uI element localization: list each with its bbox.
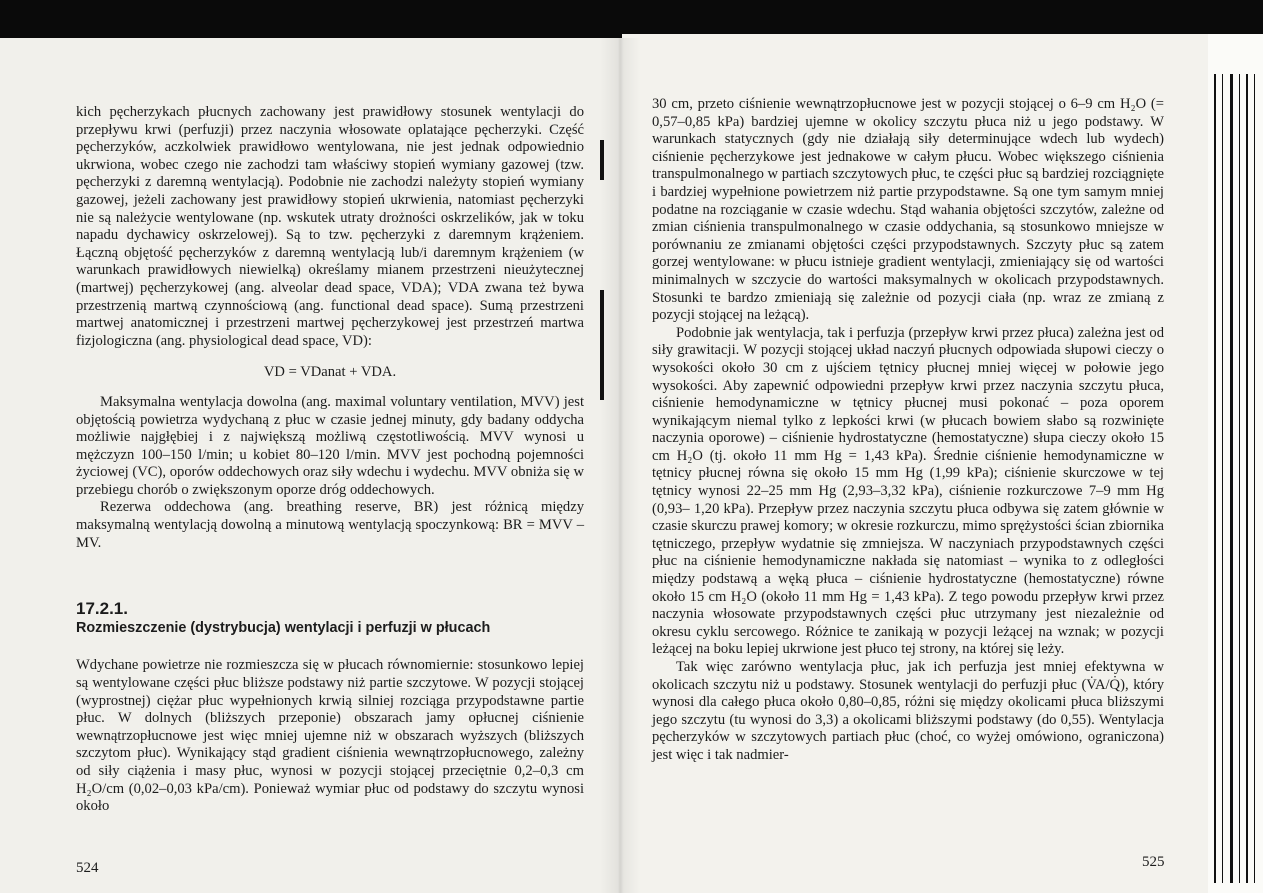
paragraph: Maksymalna wentylacja dowolna (ang. maximal voluntary ventilation, MVV) jest objętością powietrza wydychaną z płuc w czasie jednej minuty, gdy badany oddycha możliwie najgłębiej i z największą możliwą częstotliwością. MVV wynosi u mężczyzn 100–150 l/min; u kobiet 80–120 l/min. MVV jest pochodną pojemności życiowej (VC), oporów oddechowych oraz siły wdechu i wydechu. MVV obniża się w przebiegu chorób o zwiększonym oporze dróg oddechowych. — [76, 393, 584, 498]
paragraph: Wdychane powietrze nie rozmieszcza się w płucach równomiernie: stosunkowo lepiej są wentylowane części płuc bliższe podstawy niż partie szczytowe. W pozycji stojącej (wyprostnej) ciężar płuc wypełnionych krwią silniej rozciąga przypodstawne partie płuc. W dolnych (bliższych przeponie) obszarach jamy opłucnej ciśnienie wewnątrzopłucnowe jest więc mniej ujemne niż w obszarach wyższych (bliższych szczytom płuc). Wynikający stąd gradient ciśnienia wewnątrzopłucnowego, zależny od siły ciążenia i masy płuc, wynosi w pozycji stojącej przeciętnie 0,2–0,3 cm H₂O/cm (0,02–0,03 kPa/cm). Ponieważ wymiar płuc od podstawy do szczytu wynosi około — [76, 657, 584, 815]
left-text-column — [76, 104, 584, 816]
margin-mark — [600, 290, 604, 400]
page-number: 524 — [76, 860, 99, 876]
section-title: Rozmieszczenie (dystrybucja) wentylacji i perfuzji w płucach — [76, 619, 491, 636]
paragraph: Rezerwa oddechowa (ang. breathing reserve, BR) jest różnicą między maksymalną wentylacją dowolną a minutową wentylacją spoczynkową: BR = MVV – MV. — [76, 499, 584, 551]
page-number: 525 — [1142, 854, 1165, 870]
margin-mark — [600, 140, 604, 180]
section-number: 17.2.1. — [76, 599, 128, 619]
formula: VD = VDanat + VDA. — [263, 364, 397, 381]
page-edges — [1208, 34, 1263, 893]
paragraph: Tak więc zarówno wentylacja płuc, jak ich perfuzja jest mniej efektywna w okolicach szczytu niż u podstawy. Stosunek wentylacji do perfuzji płuc (V̇A/Q̇), który wynosi dla całego płuca około 0,80–0,85, różni się między okolicami płuca bliższymi jego szczytu (tu wynosi do 3,3) a okolicami bliższymi podstawy (do 0,55). Wentylacja pęcherzyków w szczytowych partiach płuc (choć, co wyżej omówiono, ograniczona) jest więc i tak nadmier- — [652, 659, 1164, 763]
paragraph: Podobnie jak wentylacja, tak i perfuzja (przepływ krwi przez płuca) zależna jest od siły grawitacji. W pozycji stojącej układ naczyń płucnych odpowiada słupowi cieczy o wysokości około 30 cm z ujściem tętnicy płucnej mniej więcej w połowie jego wysokości. Aby zapewnić odpowiedni przepływ krwi przez naczynia szczytu płuca, ciśnienie hemodynamiczne w tętnicy płucnej musi pokonać – poza oporem wynikającym niemal tylko z lepkości krwi (w płucach bowiem słabo są rozwinięte naczynia oporowe) – ciśnienie hydrostatyczne (hemostatyczne) słupa cieczy około 15 cm H₂O (tj. około 11 mm Hg = 1,43 kPa). Średnie ciśnienie hemodynamiczne w tętnicy płucnej równa się około 15 mm Hg (1,99 kPa); ciśnienie skurczowe w tej tętnicy wynosi 22–25 mm Hg (2,93–3,32 kPa), ciśnienie rozkurczowe 7–9 mm Hg (0,93– 1,20 kPa). Przepływ przez naczynia szczytu płuca odbywa się zatem głównie w czasie skurczu prawej komory; w okresie rozkurczu, mimo sprężystości ścian zbiornika tętniczego, przepływ wydatnie się zmniejsza. W naczyniach przypodstawnych części płuc na ciśnienie hemodynamiczne nakłada się natomiast – wynika to z odległości między podstawą a węką płuca – ciśnienie hydrostatyczne (hemostatyczne) równe około 15 cm H₂O (około 11 mm Hg = 1,43 kPa). Z tego powodu przepływ krwi przez naczynia włosowate przypodstawnych części płuc utrzymany jest niezależnie od okresu cyklu sercowego. Różnice te zanikają w pozycji leżącej na wznak; w pozycji leżącej na boku lepiej ukrwione jest płuco tej strony, na której się leży. — [652, 324, 1164, 658]
right-page — [622, 34, 1210, 893]
paragraph: kich pęcherzykach płucnych zachowany jest prawidłowy stosunek wentylacji do przepływu krwi (perfuzji) przez naczynia włosowate oplatające pęcherzyki. Część pęcherzyków, aczkolwiek prawidłowo wentylowana, nie jest jednak odpowiednio ukrwiona, wobec czego nie zachodzi tam właściwy stopień wymiany gazowej (tzw. pęcherzyki z daremną wentylacją). Podobnie nie zachodzi należyty stopień wymiany gazowej, jeżeli zachowany jest prawidłowy stopień ukrwienia, natomiast pęcherzyki nie są należycie wentylowane (np. wskutek utraty drożności oskrzelików, jak w toku napadu dychawicy oskrzelowej). Są to tzw. pęcherzyki z daremnym krążeniem. Łączną objętość pęcherzyków z daremną wentylacją lub/i daremnym krążeniem (w warunkach prawidłowych niewielką) określamy mianem przestrzeni nieużytecznej (martwej) pęcherzykowej (ang. alveolar dead space, VDA); VDA zwana też bywa przestrzenią martwą czynnościową (ang. functional dead space). Sumą przestrzeni martwej anatomicznej i przestrzeni martwej pęcherzykowej jest przestrzeń martwa fizjologiczna (ang. physiological dead space, VD): — [76, 104, 584, 349]
left-page — [0, 38, 622, 893]
book-gutter — [600, 38, 640, 893]
paragraph: 30 cm, przeto ciśnienie wewnątrzopłucnowe jest w pozycji stojącej o 6–9 cm H₂O (= 0,57–0,85 kPa) bardziej ujemne w okolicy szczytu płuca niż u jego podstawy. W warunkach statycznych (gdy nie działają siły determinujące wdech lub wydech) ciśnienie pęcherzykowe jest jednakowe w całym płucu. Wobec większego ciśnienia transpulmonalnego w partiach szczytowych płuc, te części płuc są bardziej rozciągnięte i bardziej wypełnione powietrzem niż partie przypodstawne. Są one tym samym mniej podatne na rozciąganie w czasie wdechu. Stąd wahania objętości szczytów, zależne od zmian ciśnienia transpulmonalnego w czasie oddychania, są stosunkowo mniejsze w porównaniu ze zmianami objętości części przypodstawnych. Szczyty płuc są zatem gorzej wentylowane: w płucu istnieje gradient wentylacji, zmieniający się od wartości minimalnych w szczycie do wartości maksymalnych w okolicach przypodstawnych. Stosunki te bardzo zmieniają się zależnie od pozycji ciała (np. wraz ze zmianą z pozycji stojącej na leżącą). — [652, 96, 1164, 324]
right-text-column — [652, 96, 1164, 765]
